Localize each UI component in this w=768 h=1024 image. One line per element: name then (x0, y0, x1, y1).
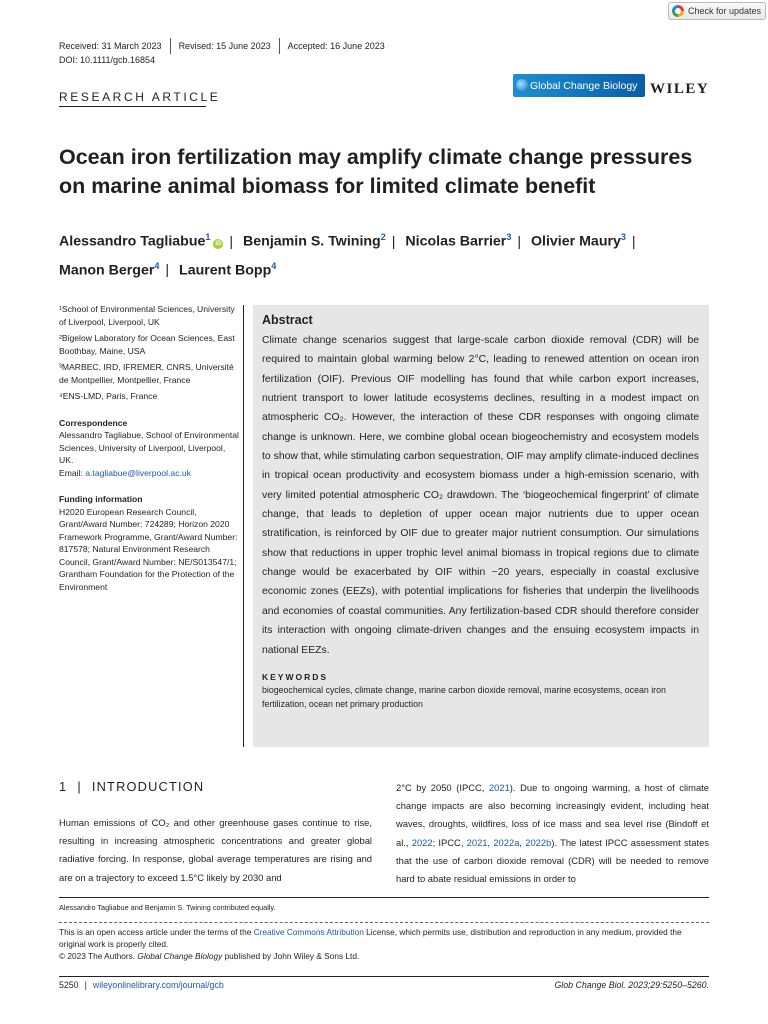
email-label: Email: (59, 467, 86, 478)
footer-separator: | (84, 980, 87, 990)
email-link[interactable]: a.tagliabue@liverpool.ac.uk (85, 467, 191, 478)
citation-link[interactable]: 2021 (488, 782, 510, 793)
funding-text: H2020 European Research Council, Grant/Award Number: 724289; Horizon 2020 Framework Programme, Grant/Award Number: 817578; Natural Environment Research Council, Grant/Award Number: NE/S013547/1; Grantham Foundation for the Protection of the Environment (59, 506, 238, 592)
abstract-left-rule (243, 305, 244, 747)
abstract-panel (253, 305, 709, 747)
intro-text: ; IPCC, (432, 836, 467, 848)
check-for-updates-label: Check for updates (688, 6, 762, 16)
affiliation: ³MARBEC, IRD, IFREMER, CNRS, Université de Montpellier, Montpellier, France (59, 362, 234, 385)
orcid-icon[interactable]: iD (215, 240, 222, 247)
author-name[interactable]: Benjamin S. Twining (243, 233, 381, 250)
author-affiliation[interactable]: 2 (380, 232, 386, 242)
author-affiliation[interactable]: 3 (506, 232, 512, 242)
affiliation: ⁴ENS-LMD, Paris, France (59, 391, 158, 401)
author-separator: | (391, 233, 396, 250)
author-name[interactable]: Manon Berger (59, 262, 155, 279)
correspondence-email-line (59, 467, 239, 480)
license-text-part: This is an open access article under the terms of the (59, 927, 254, 937)
citation-link[interactable]: 2022 (411, 836, 433, 848)
revised-date: Revised: 15 June 2023 (178, 41, 271, 51)
history-dates (59, 38, 385, 54)
crossmark-icon (672, 5, 684, 17)
contribution-note: Alessandro Tagliabue and Benjamin S. Twining contributed equally. (59, 903, 276, 912)
author-affiliation[interactable]: 4 (154, 260, 160, 271)
citation-link[interactable]: 2022a (493, 836, 520, 848)
intro-text: 2°C by 2050 (IPCC, (396, 782, 489, 793)
section-separator: | (77, 779, 82, 794)
author-separator: | (631, 233, 636, 250)
globe-icon (516, 79, 528, 91)
abstract-text: Climate change scenarios suggest that large-scale carbon dioxide removal (CDR) will be required to maintain global warming below 2°C, leading to renewed attention on ocean iron fertilization (OIF). Previous OIF modelling has found that while carbon export increases, nutrient transport to lower latitude ecosystems declines, resulting in a modest impact on atmospheric CO₂. However, the interaction of these CDR responses with ongoing climate change is unknown. Here, we combine global ocean biogeochemistry and ecosystem models to show that, while stimulating carbon sequestration, OIF may amplify climate-induced declines in tropical ocean productivity and ecosystem biomass under a high-emission scenario, with very limited potential atmospheric CO₂ drawdown. The ‘biogeochemical fingerprint’ of climate change, that leads to depletion of upper ocean major nutrients due to upper ocean stratification, is reinforced by OIF due to greater major nutrient consumption. Our simulations show that reductions in upper trophic level animal biomass in tropical regions due to climate change would be exacerbated by OIF within ~20 years, especially in coastal exclusive economic zones (EEZs), with potential implications for fisheries that underpin the livelihoods and economies of coastal communities. Any fertilization-based CDR should therefore consider its interaction with ongoing climate-driven changes and the ensuing ecosystem impacts in national EEZs. (262, 335, 699, 656)
copyright-text (59, 951, 709, 963)
intro-column-1: Human emissions of CO₂ and other greenhouse gases continue to rise, resulting in increasing atmospheric concentrations and greater global radiative forcing. In response, global average temperatures are rising and are on a trajectory to exceed 1.5°C likely by 2030 and (59, 817, 372, 883)
author-separator: | (517, 233, 522, 250)
correspondence-heading: Correspondence (59, 417, 128, 428)
doi: DOI: 10.1111/gcb.16854 (59, 55, 156, 65)
intro-text: ). Due to ongoing warming, a host of climate change impacts are also becoming increasingly evident, including heat waves, droughts, wildfires, loss of ice mass and sea level rise (Bindoff et al., (396, 782, 709, 848)
received-date: Received: 31 March 2023 (59, 41, 162, 51)
section-title: INTRODUCTION (91, 779, 205, 794)
article-type: RESEARCH ARTICLE (59, 90, 221, 104)
author-name[interactable]: Olivier Maury (531, 233, 621, 250)
author-name[interactable]: Nicolas Barrier (405, 233, 507, 250)
citation-text: Glob Change Biol. 2023;29:5250–5260. (554, 980, 709, 990)
article-title: Ocean iron fertilization may amplify climate change pressures on marine animal biomass for limited climate benefit (59, 145, 693, 198)
page-footer-left (59, 980, 224, 990)
check-for-updates-button[interactable] (668, 2, 766, 20)
citation-link[interactable]: 2022b (525, 836, 552, 848)
author-list (59, 225, 739, 282)
funding-heading: Funding information (59, 494, 143, 504)
license-rule (59, 922, 709, 923)
bottom-rule (59, 976, 709, 977)
author-affiliation[interactable]: 4 (271, 260, 277, 271)
abstract-heading: Abstract (262, 313, 313, 327)
author-name[interactable]: Laurent Bopp (179, 262, 272, 279)
copyright-journal: Global Change Biology (137, 950, 223, 961)
license-text (59, 927, 709, 951)
intro-text: ). The latest IPCC assessment states that the use of carbon dioxide removal (CDR) will be needed to remove hard to abate residual emissions in order to (396, 836, 709, 885)
keywords-text: biogeochemical cycles, climate change, marine carbon dioxide removal, marine ecosystems, ocean iron fertilization, ocean net primary production (262, 684, 666, 709)
intro-text: , (519, 836, 526, 848)
journal-name: Global Change Biology (530, 79, 638, 92)
section-heading (59, 779, 204, 794)
intro-column-2 (396, 779, 709, 888)
section-number: 1 (59, 779, 68, 794)
keywords-heading: KEYWORDS (262, 671, 329, 682)
citation-link[interactable]: 2021 (466, 836, 488, 848)
license-text-part: License, which permits use, distribution and reproduction in any medium, provided the original work is properly cited. (59, 927, 682, 949)
intro-text: , (487, 836, 494, 848)
page-number: 5250 (59, 980, 79, 990)
license-block (59, 927, 709, 962)
affiliation: ¹School of Environmental Sciences, University of Liverpool, Liverpool, UK (59, 304, 235, 327)
publisher-logo: WILEY (650, 81, 710, 97)
copyright-part: published by John Wiley & Sons Ltd. (222, 950, 360, 961)
divider (170, 38, 171, 54)
author-affiliation[interactable]: 1 (205, 232, 211, 242)
author-name[interactable]: Alessandro Tagliabue (59, 233, 206, 250)
author-separator: | (165, 262, 170, 279)
footnote-rule (59, 897, 709, 898)
author-affiliation[interactable]: 3 (620, 232, 626, 242)
divider (279, 38, 280, 54)
article-info-sidebar (59, 303, 239, 593)
correspondence-text: Alessandro Tagliabue, School of Environmental Sciences, University of Liverpool, Liverpool, UK. (59, 430, 239, 465)
accepted-date: Accepted: 16 June 2023 (287, 41, 385, 51)
journal-site-link[interactable]: wileyonlinelibrary.com/journal/gcb (92, 980, 224, 990)
journal-logo[interactable] (513, 74, 645, 97)
article-type-underline (59, 106, 206, 107)
license-link[interactable]: Creative Commons Attribution (253, 927, 364, 937)
author-separator: | (229, 233, 234, 250)
citation-footer (554, 980, 709, 990)
copyright-part: © 2023 The Authors. (59, 950, 138, 961)
affiliation: ²Bigelow Laboratory for Ocean Sciences, East Boothbay, Maine, USA (59, 333, 235, 356)
